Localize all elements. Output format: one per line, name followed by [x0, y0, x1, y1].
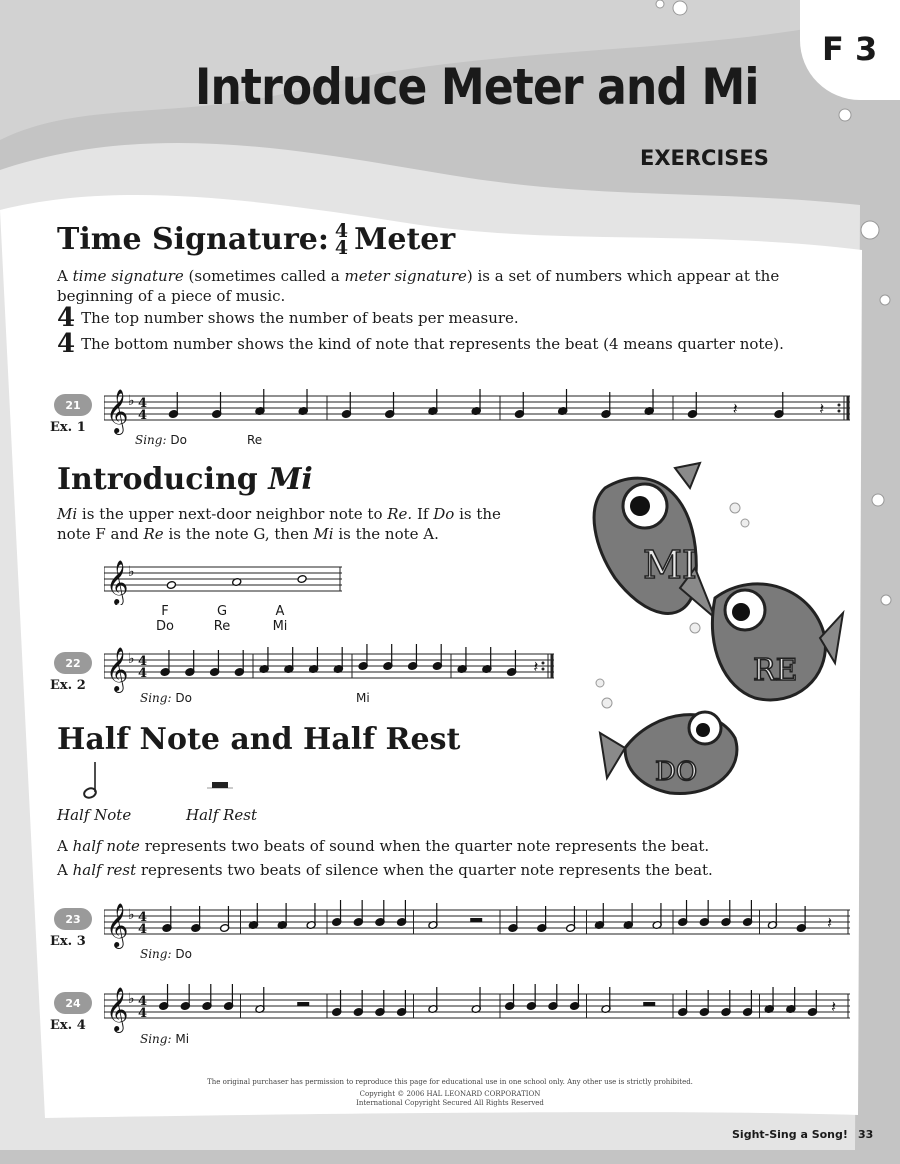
sing-instruction — [135, 433, 187, 447]
top-number-text: The top number shows the number of beats per measure. — [81, 309, 519, 327]
text-span: represents two beats of silence when the quarter note represents the beat. — [136, 861, 713, 879]
intro-text-b: (sometimes called a — [183, 267, 345, 285]
exercise-label: Ex. 3 — [50, 934, 86, 949]
mi-term: Mi — [57, 505, 78, 523]
treble-clef-icon: 𝄞 — [106, 560, 129, 604]
svg-text:4: 4 — [138, 666, 148, 681]
fish-label: MI — [643, 543, 697, 587]
time-signature-heading-prefix: Time Signature: — [57, 222, 329, 257]
staff-exercise-3 — [104, 892, 852, 952]
svg-text:4: 4 — [138, 994, 148, 1009]
page-number: 33 — [858, 1128, 874, 1141]
introducing-mi-heading-italic: Mi — [268, 462, 313, 497]
bottom-number-glyph: 4 — [57, 329, 76, 359]
svg-text:4: 4 — [138, 1006, 148, 1021]
introducing-mi-heading — [57, 462, 313, 497]
audio-track-icon[interactable]: 21 — [54, 394, 92, 416]
audio-track-icon[interactable]: 22 — [54, 652, 92, 674]
note-syllable: Do — [156, 619, 174, 634]
copyright-line: International Copyright Secured All Rights Reserved — [356, 1099, 544, 1107]
text-span: is the — [454, 505, 501, 523]
exercise-label: Ex. 4 — [50, 1018, 86, 1033]
time-signature-intro — [57, 266, 827, 306]
text-span: A — [57, 861, 73, 879]
svg-text:𝄽: 𝄽 — [827, 913, 833, 932]
text-span: represents two beats of sound when the quarter note represents the beat. — [139, 837, 710, 855]
sing-label: Sing: — [140, 691, 172, 705]
sing-instruction — [140, 947, 192, 961]
note-letter: F — [161, 604, 169, 619]
fish-illustration — [585, 448, 850, 818]
fish-label: RE — [753, 653, 798, 688]
intro-term-time-signature: time signature — [72, 267, 184, 285]
re-term: Re — [143, 525, 164, 543]
top-number-explanation — [57, 303, 519, 333]
text-span: note F and — [57, 525, 144, 543]
note-letter: A — [275, 604, 285, 619]
svg-text:4: 4 — [138, 654, 148, 669]
exercise-label: Ex. 1 — [50, 420, 86, 435]
half-note-term: half note — [72, 837, 140, 855]
exercise-label: Ex. 2 — [50, 678, 86, 693]
svg-text:𝄽: 𝄽 — [819, 399, 825, 418]
note-syllable: Re — [213, 619, 231, 634]
intro-text-c: ) is a set of numbers which appear at the beginning of a piece of music. — [57, 267, 780, 305]
time-signature-heading-suffix: Meter — [354, 222, 456, 257]
text-span: is the note A. — [333, 525, 439, 543]
svg-text:𝄽: 𝄽 — [831, 997, 837, 1016]
introducing-mi-heading-prefix: Introducing — [57, 462, 269, 497]
svg-text:4: 4 — [138, 408, 148, 423]
sing-instruction — [140, 1032, 189, 1046]
page-title: Introduce Meter and Mi — [195, 58, 759, 116]
half-rest-explanation — [57, 860, 713, 880]
text-span: If — [412, 505, 434, 523]
sing-label: Sing: — [135, 433, 167, 447]
fish-do — [600, 712, 737, 794]
sing-label: Sing: — [140, 1032, 172, 1046]
flat-icon: ♭ — [128, 564, 135, 580]
text-span: is the upper next-door neighbor note to — [77, 505, 388, 523]
half-rest-symbol — [205, 778, 235, 792]
svg-text:4: 4 — [138, 910, 148, 925]
svg-text:4: 4 — [138, 396, 148, 411]
time-signature-top: 4 — [334, 219, 349, 242]
staff-exercise-1 — [104, 378, 852, 438]
re-term: Re. — [387, 505, 413, 523]
svg-text:𝄽: 𝄽 — [533, 657, 539, 676]
page-subtitle: EXERCISES — [640, 146, 769, 170]
fish-label: DO — [655, 757, 698, 787]
half-note-explanation — [57, 836, 709, 856]
bottom-number-text: The bottom number shows the kind of note that represents the beat (4 means quarter note). — [81, 335, 784, 353]
mi-explanation-line1 — [57, 504, 501, 524]
do-term: Do — [433, 505, 455, 523]
section-badge-label: F 3 — [822, 30, 878, 68]
svg-text:𝄽: 𝄽 — [732, 399, 738, 418]
solfege-syllable: Mi — [175, 1032, 190, 1046]
half-rest-term: half rest — [72, 861, 137, 879]
flat-icon: ♭ — [128, 393, 135, 409]
intro-term-meter-signature: meter signature — [344, 267, 467, 285]
fish-re — [712, 584, 843, 700]
treble-clef-icon: 𝄞 — [106, 903, 129, 947]
note-syllable: Mi — [272, 619, 288, 634]
series-name: Sight-Sing a Song! — [732, 1128, 848, 1141]
audio-track-icon[interactable]: 23 — [54, 908, 92, 930]
staff-exercise-4 — [104, 976, 852, 1036]
half-rest-label: Half Rest — [186, 806, 258, 824]
staff-note-reference — [104, 553, 344, 605]
half-note-heading: Half Note and Half Rest — [57, 722, 461, 757]
bottom-number-explanation — [57, 329, 784, 359]
solfege-syllable: Do — [175, 947, 192, 961]
sing-label: Sing: — [140, 947, 172, 961]
fish-mi — [594, 463, 715, 618]
mi-term: Mi — [313, 525, 334, 543]
treble-clef-icon: 𝄞 — [106, 987, 129, 1031]
svg-text:4: 4 — [138, 922, 148, 937]
sing-instruction — [140, 691, 192, 705]
flat-icon: ♭ — [128, 991, 135, 1007]
audio-track-icon[interactable]: 24 — [54, 992, 92, 1014]
flat-icon: ♭ — [128, 907, 135, 923]
time-signature-bottom: 4 — [334, 236, 349, 259]
half-note-label: Half Note — [57, 806, 132, 824]
note-letter: G — [216, 604, 228, 619]
time-signature-heading — [57, 219, 456, 259]
solfege-syllable: Do — [170, 433, 187, 447]
intro-text-a: A — [57, 267, 73, 285]
copyright-line: Copyright © 2006 HAL LEONARD CORPORATION — [359, 1090, 541, 1098]
text-span: is the note G, then — [163, 525, 314, 543]
solfege-syllable: Re — [247, 433, 263, 447]
half-note-symbol — [78, 760, 108, 800]
flat-icon: ♭ — [128, 651, 135, 667]
staff-exercise-2 — [104, 636, 556, 696]
treble-clef-icon: 𝄞 — [106, 647, 129, 691]
text-span: A — [57, 837, 73, 855]
treble-clef-icon: 𝄞 — [106, 389, 129, 433]
time-signature-glyph — [334, 219, 349, 259]
mi-explanation-line2 — [57, 524, 439, 544]
solfege-syllable: Do — [175, 691, 192, 705]
top-number-glyph: 4 — [57, 303, 76, 333]
solfege-syllable: Mi — [356, 691, 370, 705]
copyright-notice: The original purchaser has permission to reproduce this page for educational use in one school only. Any other use is strictly prohibited. — [207, 1078, 693, 1086]
